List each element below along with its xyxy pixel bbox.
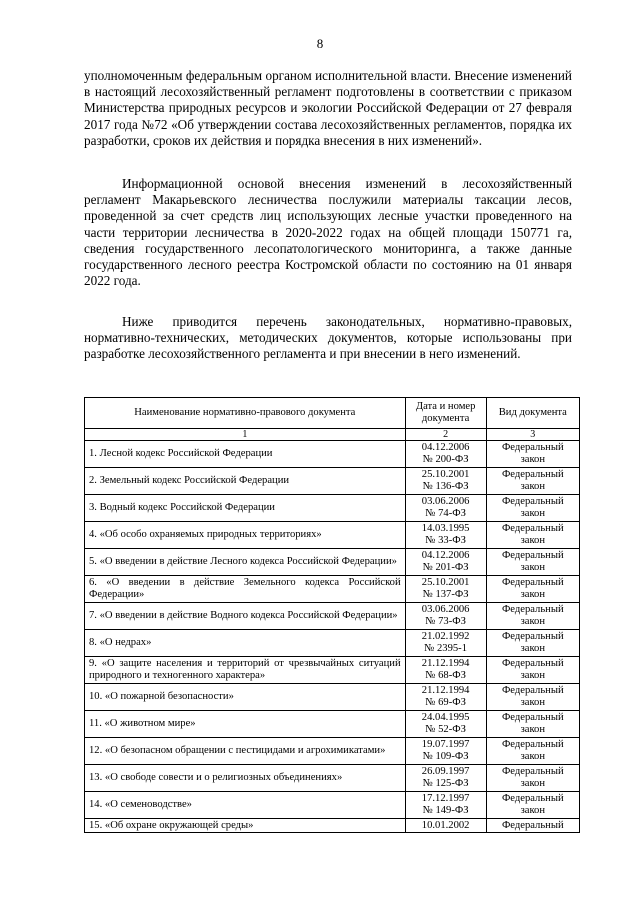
table-row	[85, 630, 580, 657]
document-name-cell: 5. «О введении в действие Лесного кодекса Российской Федерации»	[85, 549, 406, 576]
column-number: 2	[405, 429, 486, 441]
paragraph-text: Информационной основой внесения изменений в лесохозяйственный регламент Макарьевского лесничества послужили материалы таксации лесов, проведенной за счет средств лиц использующих лесные участки проведенного на части территории лесничества в 2020-2022 годах на общей площади 150771 га, сведения государственного лесопатологического мониторинга, а также данные государственного лесного реестра Костромской области по состоянию на 01 января 2022 года.	[84, 176, 572, 289]
date-number-cell	[405, 711, 486, 738]
document-name-cell: 9. «О защите населения и территорий от чрезвычайных ситуаций природного и техногенного характера»	[85, 657, 406, 684]
table-row	[85, 765, 580, 792]
document-type-line: закон	[520, 643, 546, 654]
document-type-line: закон	[520, 697, 546, 708]
document-name-cell: 7. «О введении в действие Водного кодекса Российской Федерации»	[85, 603, 406, 630]
document-date: 03.06.2006	[421, 604, 470, 615]
document-type-line: Федеральный	[501, 658, 564, 669]
document-name-cell: 2. Земельный кодекс Российской Федерации	[85, 468, 406, 495]
document-number: № 33-ФЗ	[425, 535, 466, 546]
document-date: 21.12.1994	[421, 658, 470, 669]
document-type-cell	[486, 657, 579, 684]
table-row	[85, 711, 580, 738]
document-type-cell	[486, 603, 579, 630]
document-type-cell	[486, 738, 579, 765]
document-type-line: закон	[520, 751, 546, 762]
table-row	[85, 522, 580, 549]
document-type-line: закон	[520, 724, 546, 735]
table-row	[85, 441, 580, 468]
document-date: 25.10.2001	[421, 577, 470, 588]
date-number-cell	[405, 468, 486, 495]
header-document-type: Вид документа	[486, 398, 579, 429]
document-type-line: закон	[520, 481, 546, 492]
document-name-cell: 15. «Об охране окружающей среды»	[85, 819, 406, 833]
document-type-line: закон	[520, 454, 546, 465]
table-row	[85, 657, 580, 684]
table-row	[85, 576, 580, 603]
document-type-line: Федеральный	[501, 793, 564, 804]
document-type-cell	[486, 522, 579, 549]
date-number-cell	[405, 495, 486, 522]
document-name-cell: 8. «О недрах»	[85, 630, 406, 657]
column-number: 1	[85, 429, 406, 441]
document-date: 04.12.2006	[421, 442, 470, 453]
date-number-cell	[405, 819, 486, 833]
date-number-cell	[405, 792, 486, 819]
document-name-cell: 3. Водный кодекс Российской Федерации	[85, 495, 406, 522]
date-number-cell	[405, 684, 486, 711]
paragraph-3	[84, 314, 572, 363]
document-number: № 200-ФЗ	[422, 454, 469, 465]
document-name-cell: 10. «О пожарной безопасности»	[85, 684, 406, 711]
column-number: 3	[486, 429, 579, 441]
document-number: № 109-ФЗ	[422, 751, 469, 762]
document-type-line: Федеральный	[501, 766, 564, 777]
document-name-cell: 11. «О животном мире»	[85, 711, 406, 738]
document-date: 03.06.2006	[421, 496, 470, 507]
document-name-cell: 12. «О безопасном обращении с пестицидами и агрохимикатами»	[85, 738, 406, 765]
document-date: 10.01.2002	[421, 819, 470, 831]
date-number-cell	[405, 630, 486, 657]
date-number-cell	[405, 657, 486, 684]
document-date: 21.12.1994	[421, 685, 470, 696]
document-type-line: закон	[520, 778, 546, 789]
date-number-cell	[405, 549, 486, 576]
document-number: № 201-ФЗ	[422, 562, 469, 573]
table-body	[85, 441, 580, 833]
table-row	[85, 468, 580, 495]
header-date-number: Дата и номер документа	[405, 398, 486, 429]
document-type-cell	[486, 792, 579, 819]
document-type-line: Федеральный	[501, 739, 564, 750]
document-date: 14.03.1995	[421, 523, 470, 534]
document-type-line: Федеральный	[501, 685, 564, 696]
document-type-line: закон	[520, 589, 546, 600]
table-header-row	[85, 398, 580, 429]
document-number: № 137-ФЗ	[422, 589, 469, 600]
document-type-cell	[486, 468, 579, 495]
document-number: № 149-ФЗ	[422, 805, 469, 816]
document-date: 25.10.2001	[421, 469, 470, 480]
date-number-cell	[405, 765, 486, 792]
table-row	[85, 684, 580, 711]
table-row	[85, 819, 580, 833]
document-type-cell	[486, 819, 579, 833]
document-type-cell	[486, 765, 579, 792]
document-date: 17.12.1997	[421, 793, 470, 804]
document-number: № 125-ФЗ	[422, 778, 469, 789]
document-name-cell: 1. Лесной кодекс Российской Федерации	[85, 441, 406, 468]
document-type-line: Федеральный	[501, 631, 564, 642]
document-name-cell: 13. «О свободе совести и о религиозных объединениях»	[85, 765, 406, 792]
document-number: № 74-ФЗ	[425, 508, 466, 519]
document-type-cell	[486, 441, 579, 468]
table-row	[85, 738, 580, 765]
document-type-line: Федеральный	[501, 550, 564, 561]
document-type-line: Федеральный	[501, 469, 564, 480]
document-name-cell: 4. «Об особо охраняемых природных территориях»	[85, 522, 406, 549]
document-type-cell	[486, 711, 579, 738]
document-type-line: Федеральный	[501, 523, 564, 534]
document-type-line: закон	[520, 805, 546, 816]
document-number: № 136-ФЗ	[422, 481, 469, 492]
document-type-line: Федеральный	[501, 819, 564, 831]
document-date: 19.07.1997	[421, 739, 470, 750]
document-number: № 52-ФЗ	[425, 724, 466, 735]
table-row	[85, 495, 580, 522]
document-number: № 68-ФЗ	[425, 670, 466, 681]
paragraph-text: уполномоченным федеральным органом исполнительной власти. Внесение изменений в настоящий лесохозяйственный регламент подготовлены в соответствии с приказом Министерства природных ресурсов и экологии Российской Федерации от 27 февраля 2017 года №72 «Об утверждении состава лесохозяйственных регламентов, порядка их разработки, сроков их действия и порядка внесения в них изменений».	[84, 68, 572, 148]
document-type-line: закон	[520, 535, 546, 546]
document-type-line: Федеральный	[501, 577, 564, 588]
paragraph-text: Ниже приводится перечень законодательных, нормативно-правовых, нормативно-технических, методических документов, которые использованы при разработке лесохозяйственного регламента и при внесении в него изменений.	[84, 314, 572, 362]
document-date: 04.12.2006	[421, 550, 470, 561]
paragraph-1	[84, 68, 572, 149]
document-type-cell	[486, 684, 579, 711]
document-name-cell: 14. «О семеноводстве»	[85, 792, 406, 819]
document-type-cell	[486, 630, 579, 657]
document-date: 26.09.1997	[421, 766, 470, 777]
paragraph-2	[84, 176, 572, 289]
header-document-name: Наименование нормативно-правового документа	[85, 398, 406, 429]
document-type-line: закон	[520, 508, 546, 519]
document-number: № 73-ФЗ	[425, 616, 466, 627]
page-number: 8	[316, 36, 324, 51]
document-type-cell	[486, 576, 579, 603]
document-number: № 69-ФЗ	[425, 697, 466, 708]
table-row	[85, 792, 580, 819]
date-number-cell	[405, 738, 486, 765]
document-type-line: закон	[520, 616, 546, 627]
documents-table	[84, 397, 580, 833]
date-number-cell	[405, 576, 486, 603]
document-number: № 2395-1	[424, 643, 468, 654]
document-type-line: Федеральный	[501, 712, 564, 723]
document-type-line: закон	[520, 562, 546, 573]
document-date: 21.02.1992	[421, 631, 470, 642]
date-number-cell	[405, 603, 486, 630]
date-number-cell	[405, 441, 486, 468]
document-date: 24.04.1995	[421, 712, 470, 723]
column-number-row	[85, 429, 580, 441]
table-row	[85, 549, 580, 576]
document-type-line: Федеральный	[501, 604, 564, 615]
document-type-cell	[486, 495, 579, 522]
document-type-line: Федеральный	[501, 442, 564, 453]
table-row	[85, 603, 580, 630]
document-type-line: Федеральный	[501, 496, 564, 507]
date-number-cell	[405, 522, 486, 549]
document-type-line: закон	[520, 670, 546, 681]
document-type-cell	[486, 549, 579, 576]
document-name-cell: 6. «О введении в действие Земельного кодекса Российской Федерации»	[85, 576, 406, 603]
